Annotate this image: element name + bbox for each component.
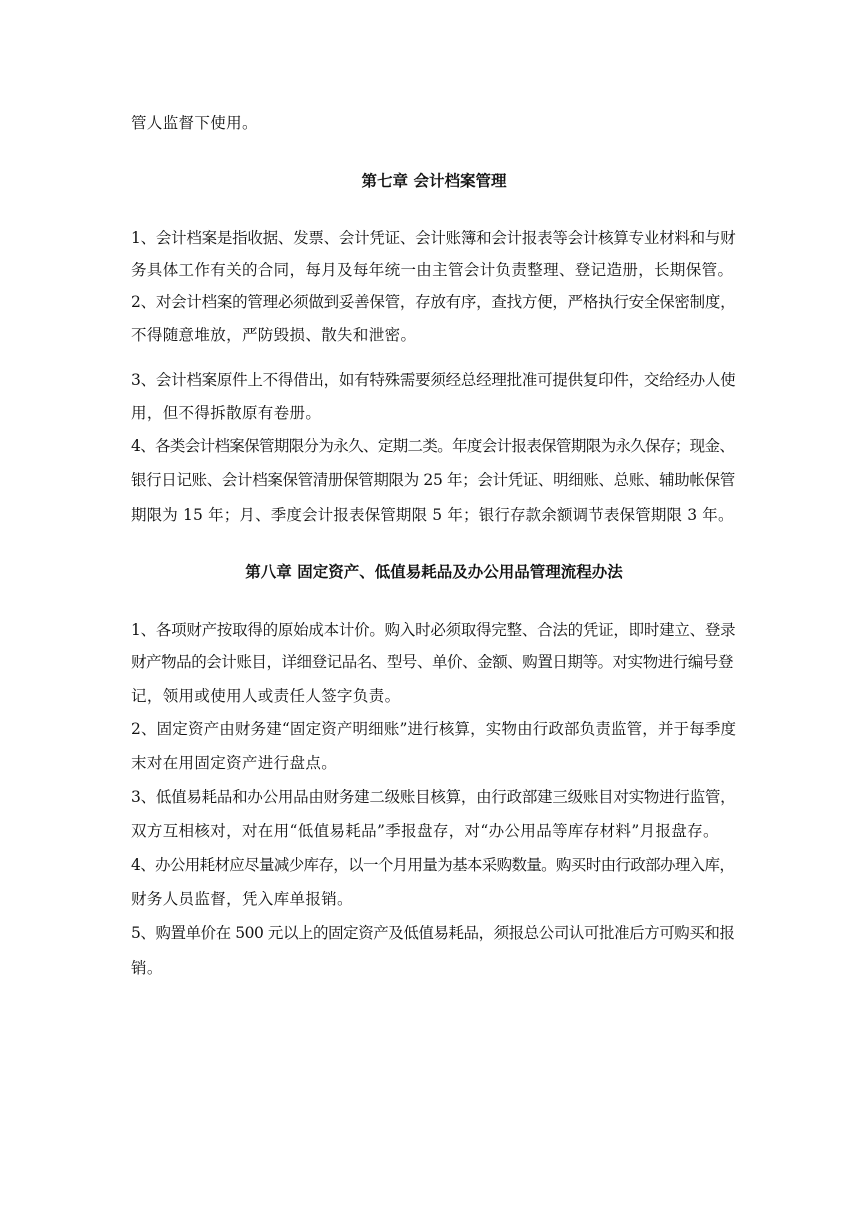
paragraph-line: 用，但不得拆散原有卷册。 xyxy=(131,404,322,422)
paragraph-line: 财产物品的会计账目，详细登记品名、型号、单价、金额、购置日期等。对实物进行编号登 xyxy=(131,653,734,671)
paragraph-line: 5、购置单价在 500 元以上的固定资产及低值易耗品，须报总公司认可批准后方可购买和报 xyxy=(131,924,735,942)
paragraph-line: 4、办公用耗材应尽量减少库存，以一个月用量为基本采购数量。购买时由行政部办理入库， xyxy=(131,856,735,874)
paragraph-line: 财务人员监督，凭入库单报销。 xyxy=(131,890,353,908)
paragraph-line: 3、低值易耗品和办公用品由财务建二级账目核算，由行政部建三级账目对实物进行监管， xyxy=(131,788,736,806)
paragraph-line: 2、固定资产由财务建“固定资产明细账”进行核算，实物由行政部负责监管，并于每季度 xyxy=(131,720,737,738)
paragraph-line: 管人监督下使用。 xyxy=(131,114,258,132)
paragraph-line: 1、会计档案是指收据、发票、会计凭证、会计账簿和会计报表等会计核算专业材料和与财 xyxy=(131,229,736,247)
paragraph-line: 银行日记账、会计档案保管清册保管期限为 25 年；会计凭证、明细账、总账、辅助帐保管 xyxy=(131,471,735,489)
paragraph-line: 务具体工作有关的合同，每月及每年统一由主管会计负责整理、登记造册，长期保管。 xyxy=(131,261,734,279)
paragraph-line: 3、会计档案原件上不得借出，如有特殊需要须经总经理批准可提供复印件，交给经办人使 xyxy=(131,371,736,389)
chapter-8-heading: 第八章 固定资产、低值易耗品及办公用品管理流程办法 xyxy=(245,562,623,581)
paragraph-line: 1、各项财产按取得的原始成本计价。购入时必须取得完整、合法的凭证，即时建立、登录 xyxy=(131,621,736,639)
paragraph-line: 末对在用固定资产进行盘点。 xyxy=(131,754,338,772)
paragraph-line: 双方互相核对，对在用“低值易耗品”季报盘存，对“办公用品等库存材料”月报盘存。 xyxy=(131,822,719,840)
paragraph-line: 2、对会计档案的管理必须做到妥善保管，存放有序，查找方便，严格执行安全保密制度， xyxy=(131,293,736,311)
paragraph-line: 不得随意堆放，严防毁损、散失和泄密。 xyxy=(131,326,417,344)
paragraph-line: 期限为 15 年；月、季度会计报表保管期限 5 年；银行存款余额调节表保管期限 3 年。 xyxy=(131,506,734,524)
chapter-7-heading: 第七章 会计档案管理 xyxy=(361,171,507,190)
paragraph-line: 4、各类会计档案保管期限分为永久、定期二类。年度会计报表保管期限为永久保存；现金、 xyxy=(131,437,735,455)
paragraph-line: 销。 xyxy=(131,959,163,977)
paragraph-line: 记，领用或使用人或责任人签字负责。 xyxy=(131,687,401,705)
